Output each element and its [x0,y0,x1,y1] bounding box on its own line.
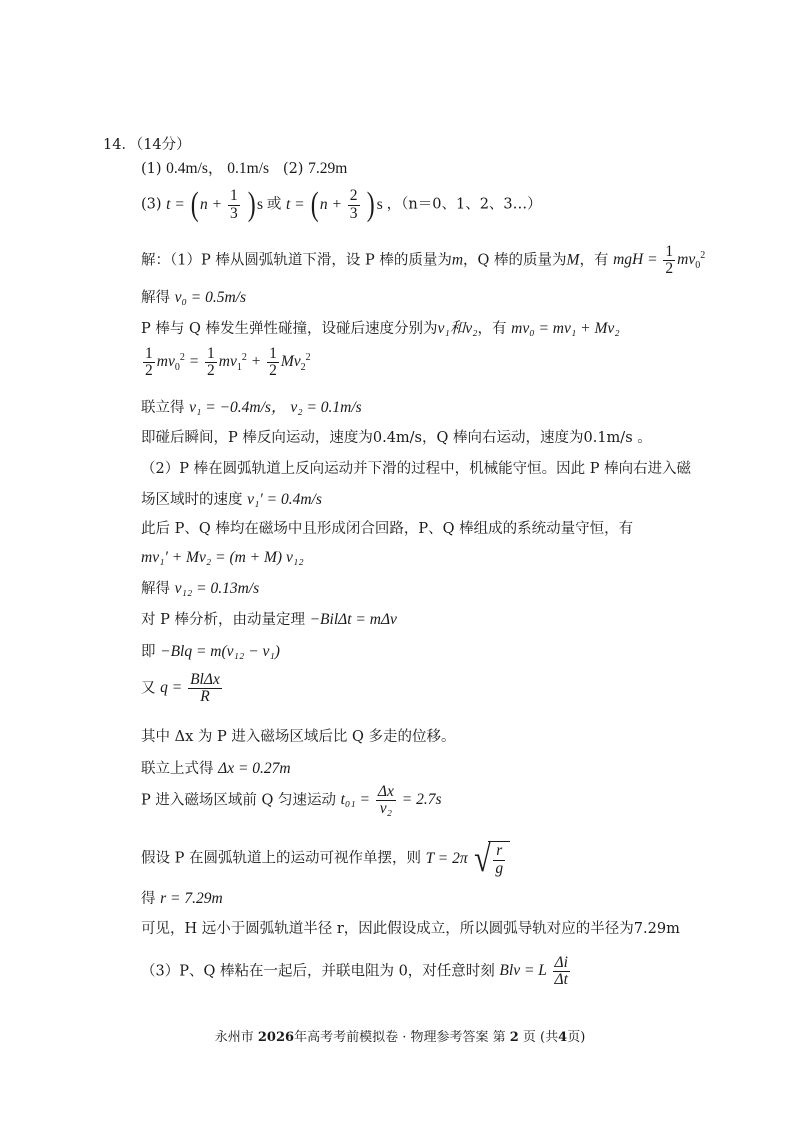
solution-text: 场区域时的速度 [141,492,243,508]
formula-delta-x: Δx = 0.27m [218,760,291,777]
formula-momentum-system: mv₁′ + Mv₂ = (m + M) v₁₂ [141,549,304,566]
solution-text: ，Q 棒的质量为 [463,252,567,269]
solution-line-20 [141,921,680,938]
solution-line-18 [141,840,510,878]
formula-v1prime: v₁′ = 0.4m/s [247,491,322,508]
solution-text: 解：（1）P 棒从圆弧轨道下滑，设 P 棒的质量为 [141,252,452,269]
formula-lhs: T = 2π [425,849,468,867]
formula-v0: v₀ = 0.5m/s [174,289,246,306]
footer-page-number: 2 [509,1030,519,1045]
solution-line-1 [141,244,705,278]
formula-energy: mgH = $\frac{1}{2}$ $mv_0^2$ [613,243,706,278]
formula-pendulum: T = 2π √ $\frac{r}{g}$ [426,850,511,867]
solution-text: 得 [141,891,156,907]
formula-velocities: v₁ = −0.4m/s， v₂ = 0.1m/s [189,399,362,416]
solution-text: ，有 [579,252,609,269]
footer-total-pages: 4 [558,1030,568,1045]
formula-elastic-energy: $\frac{1}{2}$ $mv_0^2$ = $\frac{1}{2}$ $mv_1^2$ + $\frac{1}{2}$ $Mv_2^2$ [145,345,311,380]
formula-impulse: −BilΔt = mΔv [309,611,397,628]
solution-line-10 [141,549,304,568]
solution-text: P 进入磁场区域前 Q 匀速运动 [141,792,336,809]
footer-title: 年高考考前模拟卷 · 物理参考答案 第 [294,1030,506,1045]
footer-city: 永州市 [214,1030,254,1045]
solution-line-11 [141,580,259,599]
answer-part1-values: 0.4m/s， 0.1m/s [166,160,270,177]
page-footer [0,1026,800,1045]
frac-numerator: BlΔx [190,671,220,688]
solution-line-14 [141,672,224,706]
solution-text: 对 P 棒分析，由动量定理 [141,612,305,628]
frac-numerator: Δi [554,954,568,971]
solution-text: （2）P 棒在圆弧轨道上反向运动并下滑的过程中，机械能守恒。因此 P 棒向右进入磁 [141,461,692,477]
formula-value: = 2.7s [401,791,442,809]
formula-radius: r = 7.29m [160,890,223,907]
solution-line-4 [141,346,311,380]
solution-line-15 [141,729,455,746]
frac-denominator: R [200,688,210,706]
var-M: M [566,251,580,269]
solution-line-12 [141,611,397,630]
var-m: m [451,251,464,269]
solution-text: 解得 [141,581,170,597]
solution-text: 此后 P、Q 棒均在磁场中且形成闭合回路，P、Q 棒组成的系统动量守恒，有 [141,521,634,537]
solution-text: P 棒与 Q 棒发生弹性碰撞，设碰后速度分别为 [141,321,438,337]
formula-t-2: t = ( n + $\frac{2}{3}$ ) s [285,186,383,223]
footer-year: 2026 [257,1030,295,1045]
answer-part2-label: (2) [282,161,304,177]
formula-momentum: mv₀ = mv₁ + Mv₂ [511,320,620,337]
solution-text: （3）P、Q 棒粘在一起后，并联电阻为 0，对任意时刻 [141,963,495,980]
answer-part1-label: (1) [141,161,162,177]
solution-line-9 [141,521,633,538]
frac-numerator: r [493,843,505,860]
solution-line-3 [141,320,620,339]
formula-charge-impulse: −Blq = m(v₁₂ − v₁) [160,643,280,660]
solution-text: 联立得 [141,400,185,416]
solution-text: 其中 Δx 为 P 进入磁场区域后比 Q 多走的位移。 [141,729,456,745]
solution-text: 即碰后瞬间，P 棒反向运动，速度为0.4m/s，Q 棒向右运动，速度为0.1m/s 。 [141,430,652,446]
solution-line-17 [141,784,442,818]
solution-text: ，有 [477,321,507,337]
solution-text: 又 [141,680,156,697]
solution-line-6 [141,430,652,447]
answer-part2-value: 7.29m [308,160,348,177]
footer-page-end: 页) [567,1030,586,1045]
solution-line-2 [141,289,246,308]
answer-line-1 [141,160,347,179]
formula-lhs: Blv = L [499,962,547,980]
question-number: 14． [103,137,136,153]
solution-line-19 [141,890,223,909]
frac-denominator: Δt [554,971,568,989]
frac-numerator: Δx [377,783,394,800]
answer-part3-tail: ，（n＝0、1、2、3…） [386,196,542,213]
solution-line-5 [141,399,362,418]
answer-part3-label: (3) [141,196,162,213]
solution-text: 解得 [141,290,170,306]
solution-line-21 [141,955,572,989]
formula-v12: v₁₂ = 0.13m/s [174,580,260,597]
solution-text: 联立上式得 [141,761,214,777]
formula-time [340,783,442,818]
formula-lhs: q = [160,679,183,697]
question-points: （14分） [135,137,191,153]
question-header [103,137,191,154]
formula-lhs: t₀₁ = [340,791,371,809]
footer-page-mid: 页 (共 [522,1030,559,1045]
formula-t-1: t = ( n + $\frac{1}{3}$ ) s [166,186,263,223]
solution-text: 假设 P 在圆弧轨道上的运动可视作单摆，则 [141,850,421,867]
solution-line-8 [141,491,322,510]
formula-charge [160,671,224,706]
answer-part3-or: 或 [266,196,282,213]
formula-vars: v₁和v₂ [437,320,478,337]
frac-denominator: g [495,859,504,877]
solution-line-7 [141,461,691,478]
solution-text: 可见，H 远小于圆弧轨道半径 r，因此假设成立，所以圆弧导轨对应的半径为7.29m [141,921,680,937]
solution-text: 即 [141,644,156,660]
solution-line-16 [141,760,291,779]
answer-line-3 [141,188,542,222]
solution-line-13 [141,643,280,662]
frac-denominator: v₂ [379,800,393,818]
